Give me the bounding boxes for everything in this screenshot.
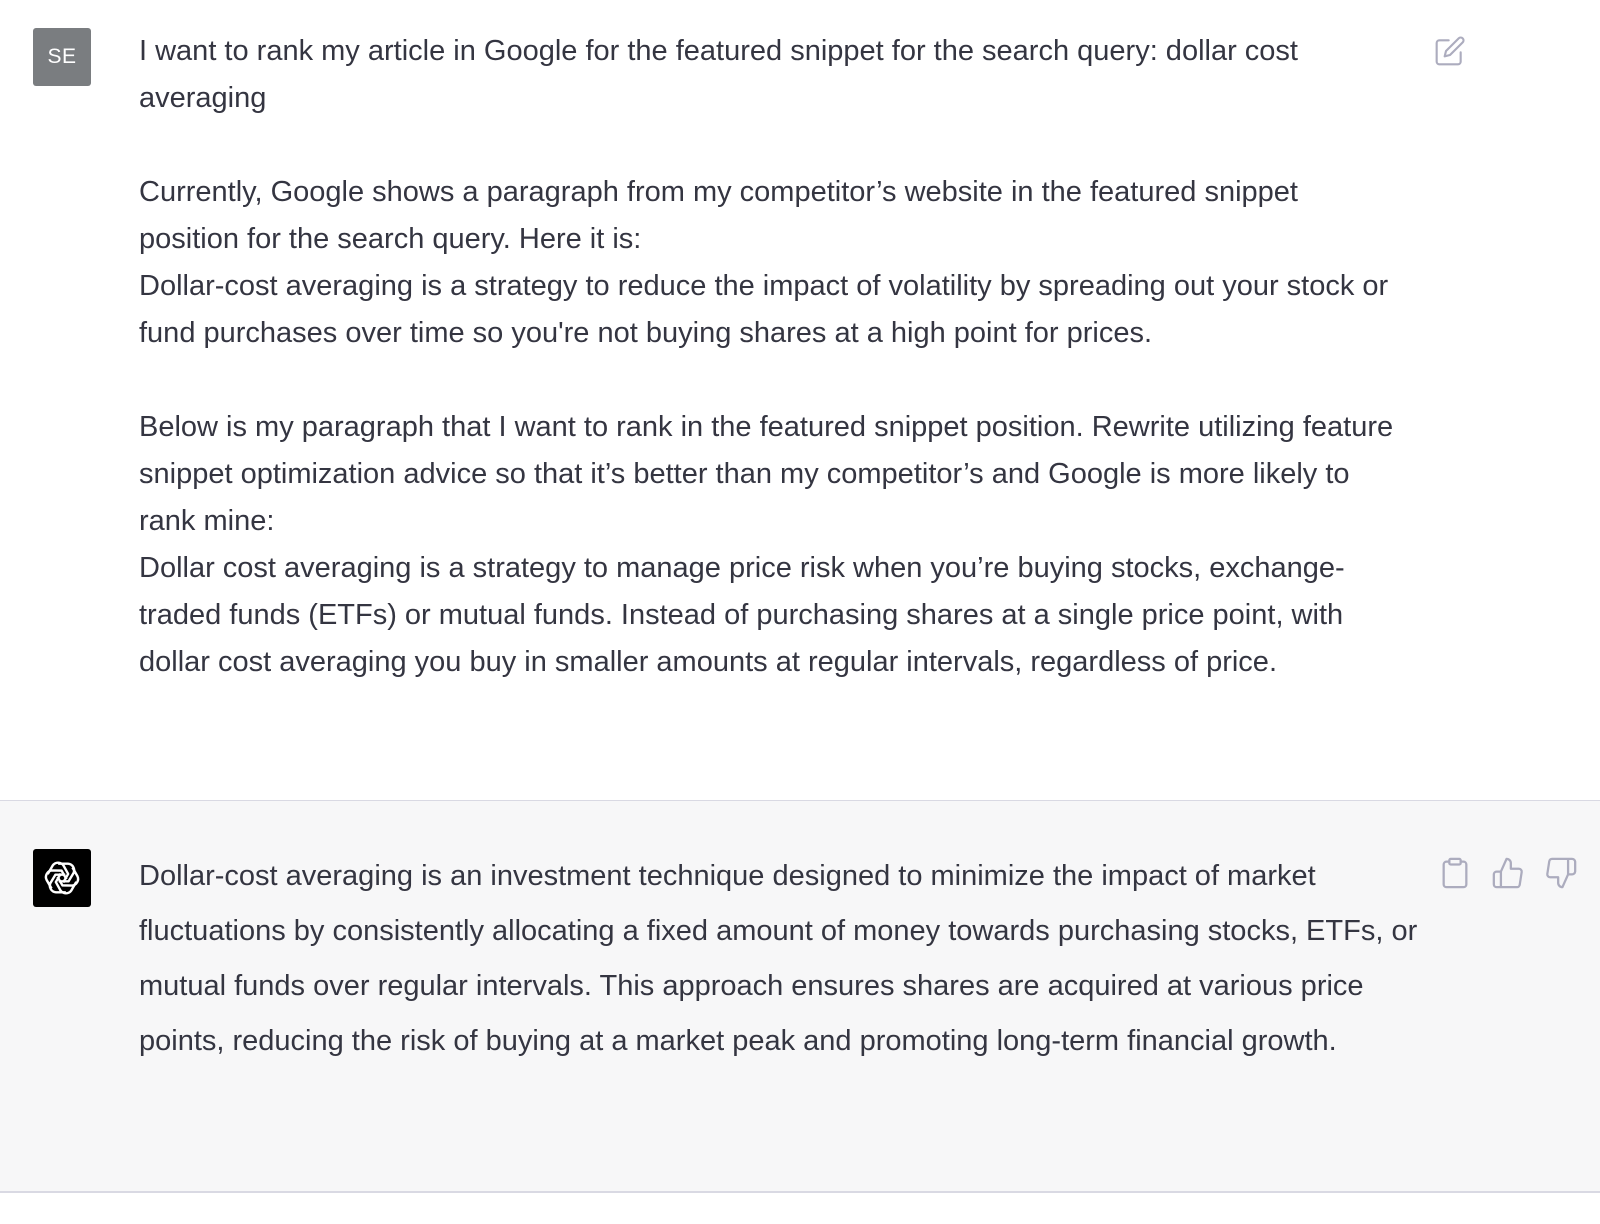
user-paragraph-5: Dollar cost averaging is a strategy to manage price risk when you’re buying stocks, exchange-traded funds (ETFs) or mutual funds. Instead of purchasing shares at a single price point, with dollar cost averaging you buy in smaller amounts at regular intervals, regardless of price. bbox=[139, 552, 1345, 678]
user-paragraph-1: I want to rank my article in Google for the featured snippet for the search query: dollar cost averaging bbox=[139, 35, 1298, 114]
bottom-area bbox=[0, 1193, 1600, 1224]
user-paragraph-3: Dollar-cost averaging is a strategy to reduce the impact of volatility by spreading out your stock or fund purchases over time so you're not buying shares at a high point for prices. bbox=[139, 270, 1389, 349]
thumbs-down-icon[interactable] bbox=[1544, 856, 1578, 890]
assistant-avatar bbox=[33, 849, 91, 907]
assistant-message-text: Dollar-cost averaging is an investment technique designed to minimize the impact of market fluctuations by consistently allocating a fixed amount of money towards purchasing stocks, ETFs, or mutual funds over regular intervals. This approach ensures shares are acquired at various price points, reducing the risk of buying at a market peak and promoting long-term financial growth. bbox=[139, 860, 1418, 1057]
edit-icon[interactable] bbox=[1434, 35, 1466, 67]
copy-icon[interactable] bbox=[1438, 856, 1472, 890]
thumbs-up-icon[interactable] bbox=[1491, 856, 1525, 890]
collapse-arrow-icon bbox=[0, 51, 5, 61]
user-paragraph-2: Currently, Google shows a paragraph from my competitor’s website in the featured snippet position for the search query. Here it is: bbox=[139, 176, 1298, 255]
user-avatar bbox=[33, 28, 91, 86]
user-avatar-initials: SE bbox=[47, 45, 77, 68]
openai-logo-icon bbox=[40, 856, 84, 900]
assistant-message bbox=[0, 801, 1600, 1191]
user-paragraph-4: Below is my paragraph that I want to rank in the featured snippet position. Rewrite utilizing feature snippet optimization advice so that it’s better than my competitor’s and Google is more likely to rank mine: bbox=[139, 411, 1394, 537]
user-message-text bbox=[139, 28, 1399, 686]
